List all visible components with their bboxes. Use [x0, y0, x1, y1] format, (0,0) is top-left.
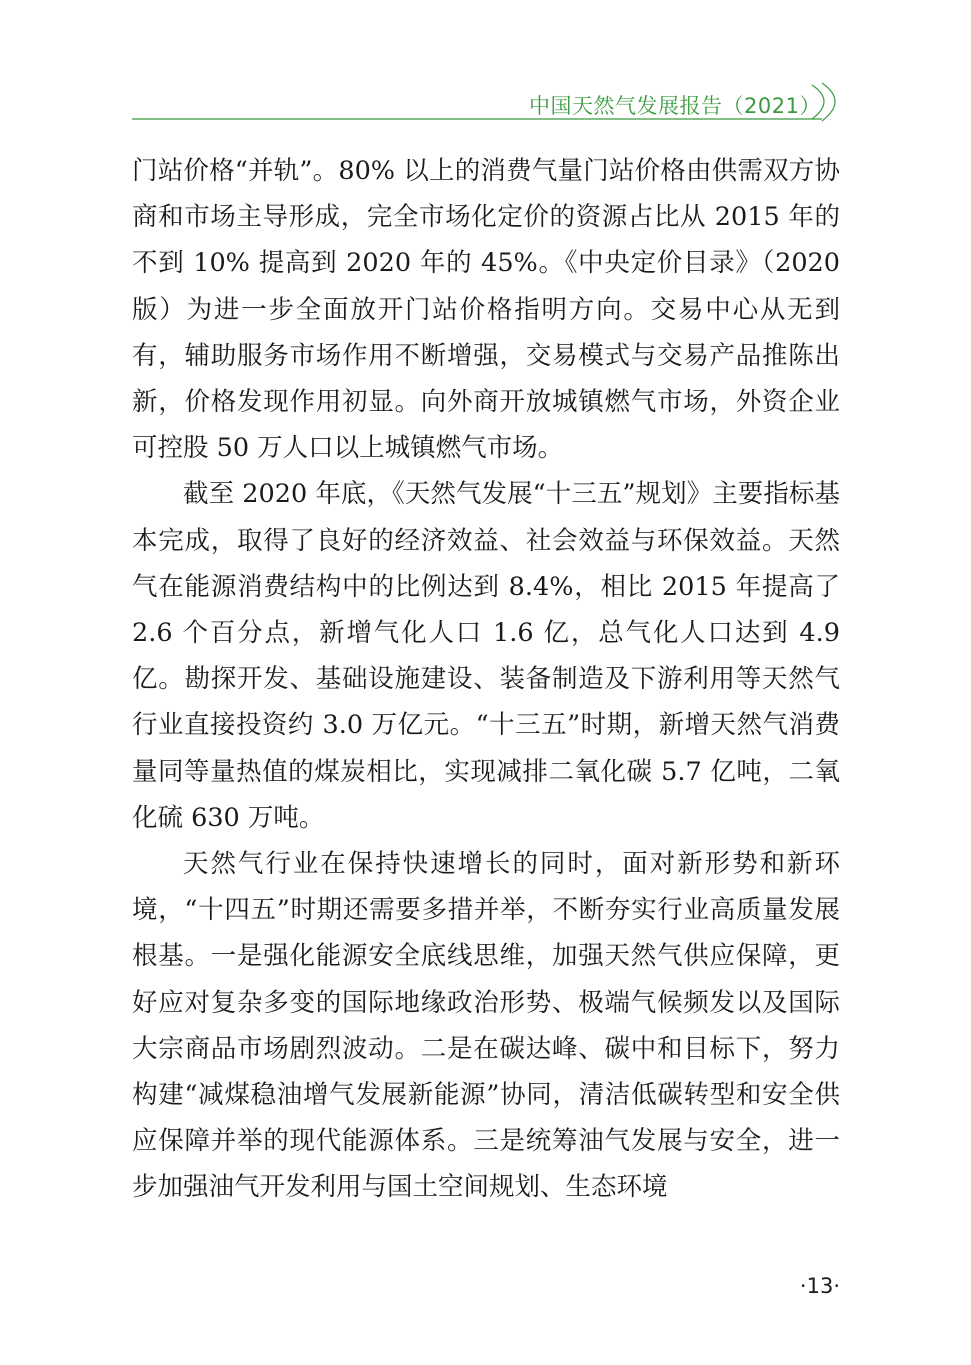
body-text: [132, 148, 840, 1211]
paragraph-3: 天然气行业在保持快速增长的同时，面对新形势和新环境，“十四五”时期还需要多措并举，不断夯实行业高质量发展根基。一是强化能源安全底线思维，加强天然气供应保障，更好应对复杂多变的国际地缘政治形势、极端气候频发以及国际大宗商品市场剧烈波动。二是在碳达峰、碳中和目标下，努力构建“减煤稳油增气发展新能源”协同，清洁低碳转型和安全供应保障并举的现代能源体系。三是统筹油气发展与安全，进一步加强油气开发利用与国土空间规划、生态环境: [132, 849, 840, 1203]
header-decoration: [0, 0, 971, 130]
page-number: ·13·: [799, 1274, 840, 1298]
page-header: [0, 0, 971, 130]
paragraph-1: 门站价格“并轨”。80% 以上的消费气量门站价格由供需双方协商和市场主导形成，完全市场化定价的资源占比从 2015 年的不到 10% 提高到 2020 年的 45%。《中央定价目录》（2020 版）为进一步全面放开门站价格指明方向。交易中心从无到有，辅助服务市场作用不断增强，交易模式与交易产品推陈出新，价格发现作用初显。向外商开放城镇燃气市场，外资企业可控股 50 万人口以上城镇燃气市场。: [132, 156, 840, 464]
paragraph-2: 截至 2020 年底，《天然气发展“十三五”规划》主要指标基本完成，取得了良好的经济效益、社会效益与环保效益。天然气在能源消费结构中的比例达到 8.4%，相比 2015 年提高了 2.6 个百分点，新增气化人口 1.6 亿，总气化人口达到 4.9 亿。勘探开发、基础设施建设、装备制造及下游利用等天然气行业直接投资约 3.0 万亿元。“十三五”时期，新增天然气消费量同等量热值的煤炭相比，实现减排二氧化碳 5.7 亿吨，二氧化硫 630 万吨。: [132, 479, 840, 833]
header-title: 中国天然气发展报告（2021）: [529, 94, 821, 118]
